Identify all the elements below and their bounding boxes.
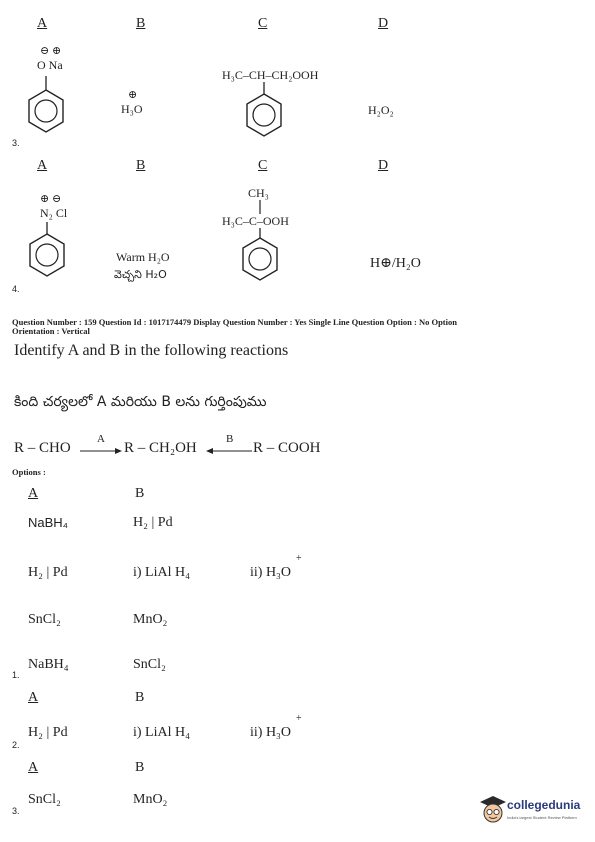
option-number: 3.	[12, 806, 20, 816]
col-header-a: A	[28, 690, 39, 705]
col-header-b: B	[135, 760, 145, 775]
option-number: 4.	[12, 284, 20, 294]
option-b-value: H₂ | Pd	[133, 515, 173, 530]
question-text-english: Identify A and B in the following reactions	[14, 342, 289, 359]
options-label: Options :	[12, 467, 46, 477]
arrow-b-label: B	[226, 433, 234, 445]
reagent-label-telugu: వెచ్చని H₂O	[114, 268, 167, 281]
col-header-c: C	[258, 158, 268, 173]
col-header-d: D	[378, 158, 389, 173]
option-a-value: H₂ | Pd	[28, 565, 68, 580]
benzene-ring-icon	[26, 76, 66, 140]
logo-name: collegedunia	[507, 798, 581, 812]
benzene-ring-icon	[240, 228, 280, 288]
product-label: R – COOH	[253, 440, 321, 456]
col-header-a: A	[37, 16, 48, 31]
reagent-label: H₃O	[121, 102, 143, 116]
option-b-value: SnCl₂	[133, 657, 166, 672]
option-a-value: SnCl₂	[28, 792, 61, 807]
intermediate-label: R – CH₂OH	[124, 440, 197, 456]
logo-tagline: India's largest Student Review Platform	[507, 815, 577, 820]
compound-label: H₃C–CH–CH₂OOH	[222, 68, 319, 82]
col-header-b: B	[136, 158, 146, 173]
plus-icon: +	[296, 553, 302, 564]
option-a-value: NaBH₄	[28, 657, 69, 672]
col-header-d: D	[378, 16, 389, 31]
methyl-label: CH₃	[248, 186, 269, 200]
collegedunia-logo	[480, 794, 590, 830]
option-a-value: SnCl₂	[28, 612, 61, 627]
substituent-label: N₂ Cl	[40, 206, 68, 220]
col-header-b: B	[135, 690, 145, 705]
arrow-a-label: A	[97, 433, 105, 445]
reactant-label: R – CHO	[14, 440, 71, 456]
reagent-label: Warm H₂O	[116, 250, 170, 264]
compound-label: H₃C–C–OOH	[222, 214, 289, 228]
meta-line: Orientation : Vertical	[12, 326, 90, 336]
option-a-value: NaBH₄	[28, 515, 68, 530]
option-a-value: H₂ | Pd	[28, 725, 68, 740]
benzene-ring-icon	[27, 222, 67, 284]
option-b-value: i) LiAl H₄	[133, 565, 190, 580]
right-arrow-icon	[80, 447, 122, 455]
col-header-c: C	[258, 16, 268, 31]
reagent-label: H⊕/H₂O	[370, 256, 421, 271]
charge-label: ⊖ ⊕	[40, 45, 62, 57]
option-b-value: MnO₂	[133, 612, 168, 627]
col-header-a: A	[37, 158, 48, 173]
col-header-a: A	[28, 486, 39, 501]
substituent-label: O Na	[37, 58, 63, 72]
plus-icon: +	[296, 713, 302, 724]
option-b-value: MnO₂	[133, 792, 168, 807]
question-text-telugu: కింది చర్యలలో A మరియు B లను గుర్తింపుము	[14, 394, 267, 410]
option-b2-value: ii) H₃O	[250, 565, 292, 580]
option-b2-value: ii) H₃O	[250, 725, 292, 740]
col-header-a: A	[28, 760, 39, 775]
reagent-label: H₂O₂	[368, 103, 394, 117]
col-header-b: B	[136, 16, 146, 31]
question-meta	[12, 318, 587, 336]
charge-label: ⊕ ⊖	[40, 193, 62, 205]
option-b-value: i) LiAl H₄	[133, 725, 190, 740]
option-number: 1.	[12, 670, 20, 680]
bond-line-icon	[259, 200, 261, 214]
option-number: 2.	[12, 740, 20, 750]
benzene-ring-icon	[244, 82, 284, 144]
option-number: 3.	[12, 138, 20, 148]
left-arrow-icon	[206, 447, 252, 455]
charge-label: ⊕	[128, 89, 138, 101]
meta-line: Question Number : 159 Question Id : 1017174479 Display Question Number : Yes Single Line Question Option : No Option	[12, 317, 457, 327]
col-header-b: B	[135, 486, 145, 501]
mascot-icon	[480, 796, 506, 826]
